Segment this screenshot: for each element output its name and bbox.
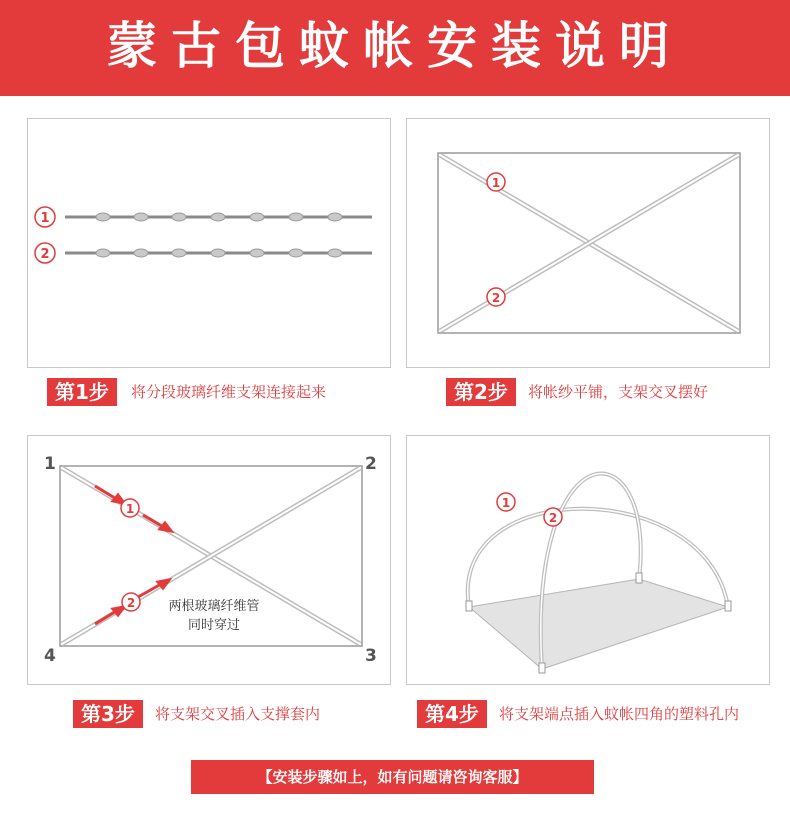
step2-desc: 将帐纱平铺，支架交叉摆好: [528, 383, 709, 401]
footer-notice: 【安装步骤如上，如有问题请咨询客服】: [191, 760, 594, 794]
marker-2: 2: [40, 247, 50, 262]
step1-illustration: [28, 119, 392, 369]
step4-badge: 第4步: [417, 700, 487, 728]
pole-note-line1: 两根玻璃纤维管: [168, 599, 260, 614]
step2-badge: 第2步: [446, 378, 516, 406]
step3-illustration: [28, 436, 392, 686]
step1-badge: 第1步: [47, 378, 117, 406]
corner-3: 3: [365, 646, 377, 666]
marker-1: 1: [40, 211, 50, 226]
marker-1: 1: [501, 496, 511, 510]
page-title: 蒙古包蚊帐安装说明: [107, 17, 683, 75]
marker-1: 1: [125, 502, 135, 516]
step3-panel: [27, 435, 391, 685]
step4-panel: [406, 435, 770, 685]
step1-desc: 将分段玻璃纤维支架连接起来: [131, 383, 327, 401]
pole-note-line2: 同时穿过: [187, 618, 240, 633]
marker-2: 2: [491, 291, 501, 305]
corner-1: 1: [44, 454, 56, 474]
marker-2: 2: [126, 596, 136, 610]
step3-desc: 将支架交叉插入支撑套内: [155, 705, 321, 723]
step3-badge: 第3步: [73, 700, 143, 728]
tent-floor: [469, 579, 728, 669]
pole-note: [154, 597, 274, 635]
step1-panel: [27, 118, 391, 368]
corner-2: 2: [365, 454, 377, 474]
step2-illustration: [407, 119, 771, 369]
step4-illustration: [407, 436, 771, 686]
step4-desc: 将支架端点插入蚊帐四角的塑料孔内: [499, 705, 740, 723]
corner-4: 4: [44, 646, 56, 666]
step2-panel: [406, 118, 770, 368]
marker-2: 2: [548, 511, 558, 525]
marker-1: 1: [491, 176, 501, 190]
